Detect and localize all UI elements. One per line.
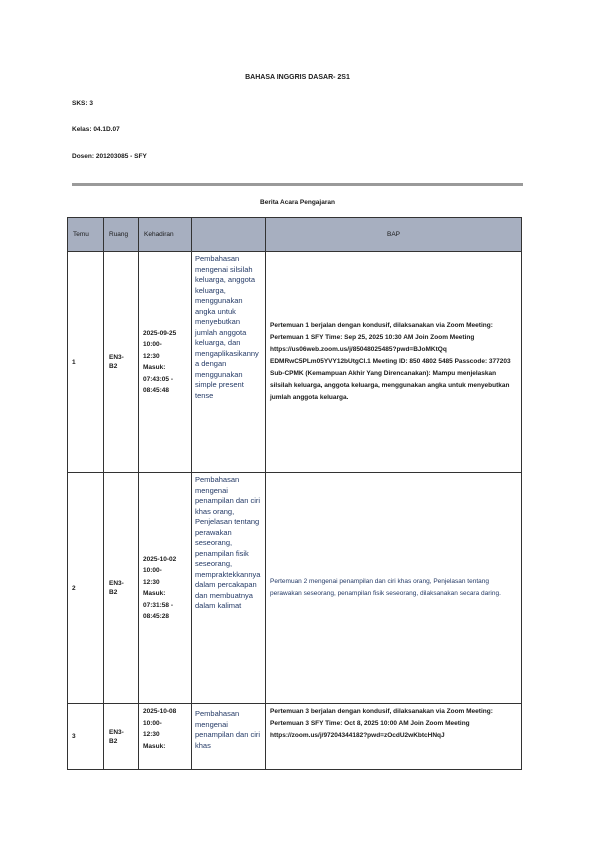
room-cell: EN3- B2 — [104, 473, 139, 704]
col-bap: BAP — [266, 218, 522, 252]
table-header-row — [68, 218, 522, 252]
material-cell: Pembahasan mengenai silsilah keluarga, anggota keluarga, menggunakan angka untuk menyebutkan jumlah anggota keluarga, dan mengaplikasikannya dengan menggunakan simple present tense — [192, 252, 266, 473]
attendance-cell: 2025-10-08 10:00- 12:30 Masuk: — [139, 704, 192, 770]
table-row — [68, 473, 522, 704]
col-kehadiran: Kehadiran — [139, 218, 192, 252]
bap-cell: Pertemuan 2 mengenai penampilan dan ciri khas orang, Penjelasan tentang perawakan seseorang, penampilan fisik seseorang, dilaksanakan secara daring. — [266, 473, 522, 704]
room-cell: EN3- B2 — [104, 704, 139, 770]
course-title: BAHASA INGGRIS DASAR- 2S1 — [245, 74, 350, 81]
divider-line — [72, 183, 523, 186]
table-row — [68, 704, 522, 770]
table-title: Berita Acara Pengajaran — [260, 199, 335, 206]
bap-cell: Pertemuan 1 berjalan dengan kondusif, dilaksanakan via Zoom Meeting: Pertemuan 1 SFY Time: Sep 25, 2025 10:30 AM Join Zoom Meeting https://us06web.zoom.us/j/85048025485?pwd=BJoMKtQq EDMRwC5PLm05YVY12bUtgCl.1 Meeting ID: 850 4802 5485 Passcode: 377203 Sub-CPMK (Kemampuan Akhir Yang Direncanakan): Mampu menjelaskan silsilah keluarga, anggota keluarga, menggunakan angka untuk menyebutkan jumlah anggota keluarga. — [266, 252, 522, 473]
bap-cell: Pertemuan 3 berjalan dengan kondusif, dilaksanakan via Zoom Meeting: Pertemuan 3 SFY Time: Oct 8, 2025 10:00 AM Join Zoom Meeting https://zoom.us/j/97204344182?pwd=zOcdU2wKbtcHNqJ — [266, 704, 522, 770]
col-materi — [192, 218, 266, 252]
attendance-cell: 2025-09-25 10:00- 12:30 Masuk: 07:43:05 - 08:45:48 — [139, 252, 192, 473]
sks-label: SKS: 3 — [72, 100, 93, 107]
lecturer-label: Dosen: 201203085 - SFY — [72, 153, 147, 160]
meeting-number: 2 — [68, 473, 104, 704]
table-row — [68, 252, 522, 473]
material-cell: Pembahasan mengenai penampilan dan ciri khas — [192, 704, 266, 770]
teaching-record-table — [67, 217, 522, 770]
meeting-number: 3 — [68, 704, 104, 770]
col-ruang: Ruang — [104, 218, 139, 252]
col-temu: Temu — [68, 218, 104, 252]
meeting-number: 1 — [68, 252, 104, 473]
room-cell: EN3- B2 — [104, 252, 139, 473]
attendance-cell: 2025-10-02 10:00- 12:30 Masuk: 07:31:58 - 08:45:28 — [139, 473, 192, 704]
class-label: Kelas: 04.1D.07 — [72, 126, 120, 133]
material-cell: Pembahasan mengenai penampilan dan ciri khas orang, Penjelasan tentang perawakan seseorang, penampilan fisik seseorang, mempraktekkannya dalam percakapan dan membuatnya dalam kalimat — [192, 473, 266, 704]
